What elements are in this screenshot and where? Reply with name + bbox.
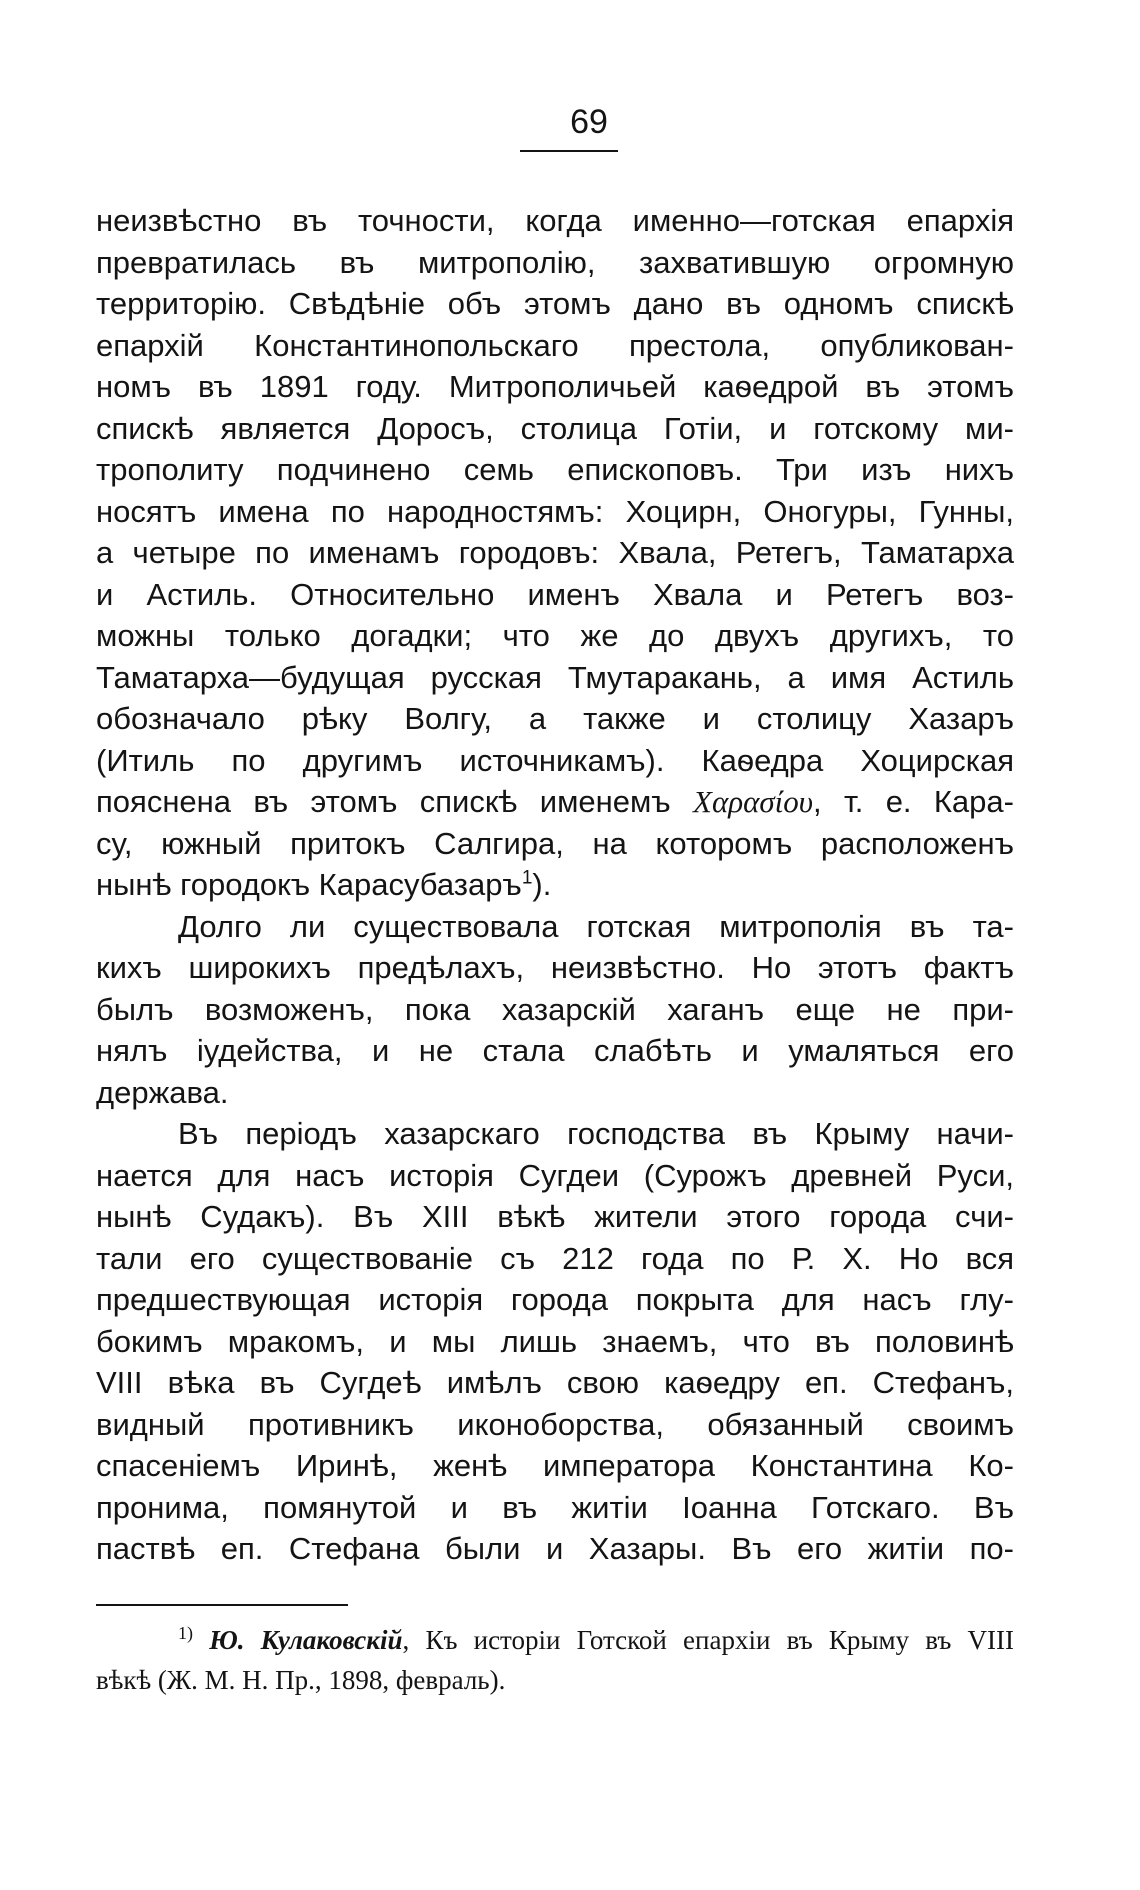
text-line: спискѣ является Доросъ, столица Готіи, и готскому ми- [96, 410, 1014, 446]
text-line: превратилась въ митрополію, захватившую огромную [96, 244, 1014, 280]
text-line: трополиту подчинено семь епископовъ. Три изъ нихъ [96, 452, 1014, 487]
text-line: видный противникъ иконоборства, обязанный своимъ [96, 1406, 1014, 1442]
text-line: (Итиль по другимъ источникамъ). Каѳедра Хоцирская [96, 742, 1014, 778]
text-line: и Астиль. Относительно именъ Хвала и Ретегъ воз- [96, 576, 1014, 612]
text-line: нялъ іудейства, и не стала слабѣть и умаляться его [96, 1033, 1014, 1068]
text-line: предшествующая исторія города покрыта для насъ глу- [96, 1282, 1014, 1317]
footnote-line [96, 1620, 1014, 1660]
text-line: носятъ имена по народностямъ: Хоцирн, Оногуры, Гунны, [96, 493, 1014, 529]
text-line: кихъ широкихъ предѣлахъ, неизвѣстно. Но этотъ фактъ [96, 950, 1014, 985]
text-line: бокимъ мракомъ, и мы лишь знаемъ, что въ половинѣ [96, 1323, 1014, 1359]
text-line: су, южный притокъ Салгира, на которомъ расположенъ [96, 825, 1014, 861]
text-line: нынѣ Судакъ). Въ XIII вѣкѣ жители этого города счи- [96, 1199, 1014, 1234]
page-number: 69 [570, 103, 608, 141]
text-segment: , т. е. Кара- [813, 784, 1014, 819]
text-line: Долго ли существовала готская митрополія въ та- [178, 908, 1014, 944]
text-line: обозначало рѣку Волгу, а также и столицу Хазаръ [96, 701, 1014, 736]
text-line: Таматарха—будущая русская Тмутаракань, а имя Астиль [96, 659, 1014, 695]
text-line: VIII вѣка въ Сугдеѣ имѣлъ свою каѳедру еп. Стефанъ, [96, 1365, 1014, 1400]
text-line [96, 781, 1014, 823]
text-segment: пояснена въ этомъ спискѣ именемъ [96, 784, 671, 819]
text-line: былъ возможенъ, пока хазарскій хаганъ еще не при- [96, 991, 1014, 1027]
text-line: спасеніемъ Иринѣ, женѣ императора Константина Ко- [96, 1448, 1014, 1483]
text-line: держава. [96, 1074, 229, 1110]
footnotes [96, 1620, 1014, 1700]
footnote-marker: 1) [178, 1623, 193, 1643]
text-line: неизвѣстно въ точности, когда именно—готская епархія [96, 203, 1014, 238]
footnote-line: вѣкѣ (Ж. М. Н. Пр., 1898, февраль). [96, 1665, 506, 1695]
text-line: паствѣ еп. Стефана были и Хазары. Въ его житіи по- [96, 1531, 1014, 1566]
footnote-reference[interactable]: 1 [521, 867, 533, 889]
text-segment: ). [532, 867, 552, 902]
paragraph-1 [96, 200, 1014, 906]
footnote-author: Ю. Кулаковскій [209, 1625, 403, 1655]
footnote-text: , Къ исторіи Готской епархіи въ Крыму въ VIII [402, 1625, 1014, 1655]
text-line: территорію. Свѣдѣніе объ этомъ дано въ одномъ спискѣ [96, 286, 1014, 321]
text-line [96, 864, 1014, 906]
page-number-underline [520, 150, 618, 152]
text-line: можны только догадки; что же до двухъ другихъ, то [96, 618, 1014, 653]
text-line: пронима, помянутой и въ житіи Іоанна Готскаго. Въ [96, 1489, 1014, 1525]
text-line: номъ въ 1891 году. Митрополичьей каѳедрой въ этомъ [96, 369, 1014, 404]
footnote-separator [96, 1604, 348, 1606]
text-line: епархій Константинопольскаго престола, опубликован- [96, 327, 1014, 363]
text-line: Въ періодъ хазарскаго господства въ Крыму начи- [178, 1116, 1014, 1151]
text-line: нается для насъ исторія Сугдеи (Сурожъ древней Руси, [96, 1157, 1014, 1193]
text-segment: нынѣ городокъ Карасубазаръ [96, 867, 522, 902]
paragraph-3 [96, 1113, 1014, 1570]
text-line: а четыре по именамъ городовъ: Хвала, Ретегъ, Таматарха [96, 535, 1014, 570]
main-text [96, 200, 1014, 1570]
paragraph-2 [96, 906, 1014, 1114]
text-line: тали его существованіе съ 212 года по Р. Х. Но вся [96, 1240, 1014, 1276]
greek-word: Χαρασίου [693, 784, 814, 819]
